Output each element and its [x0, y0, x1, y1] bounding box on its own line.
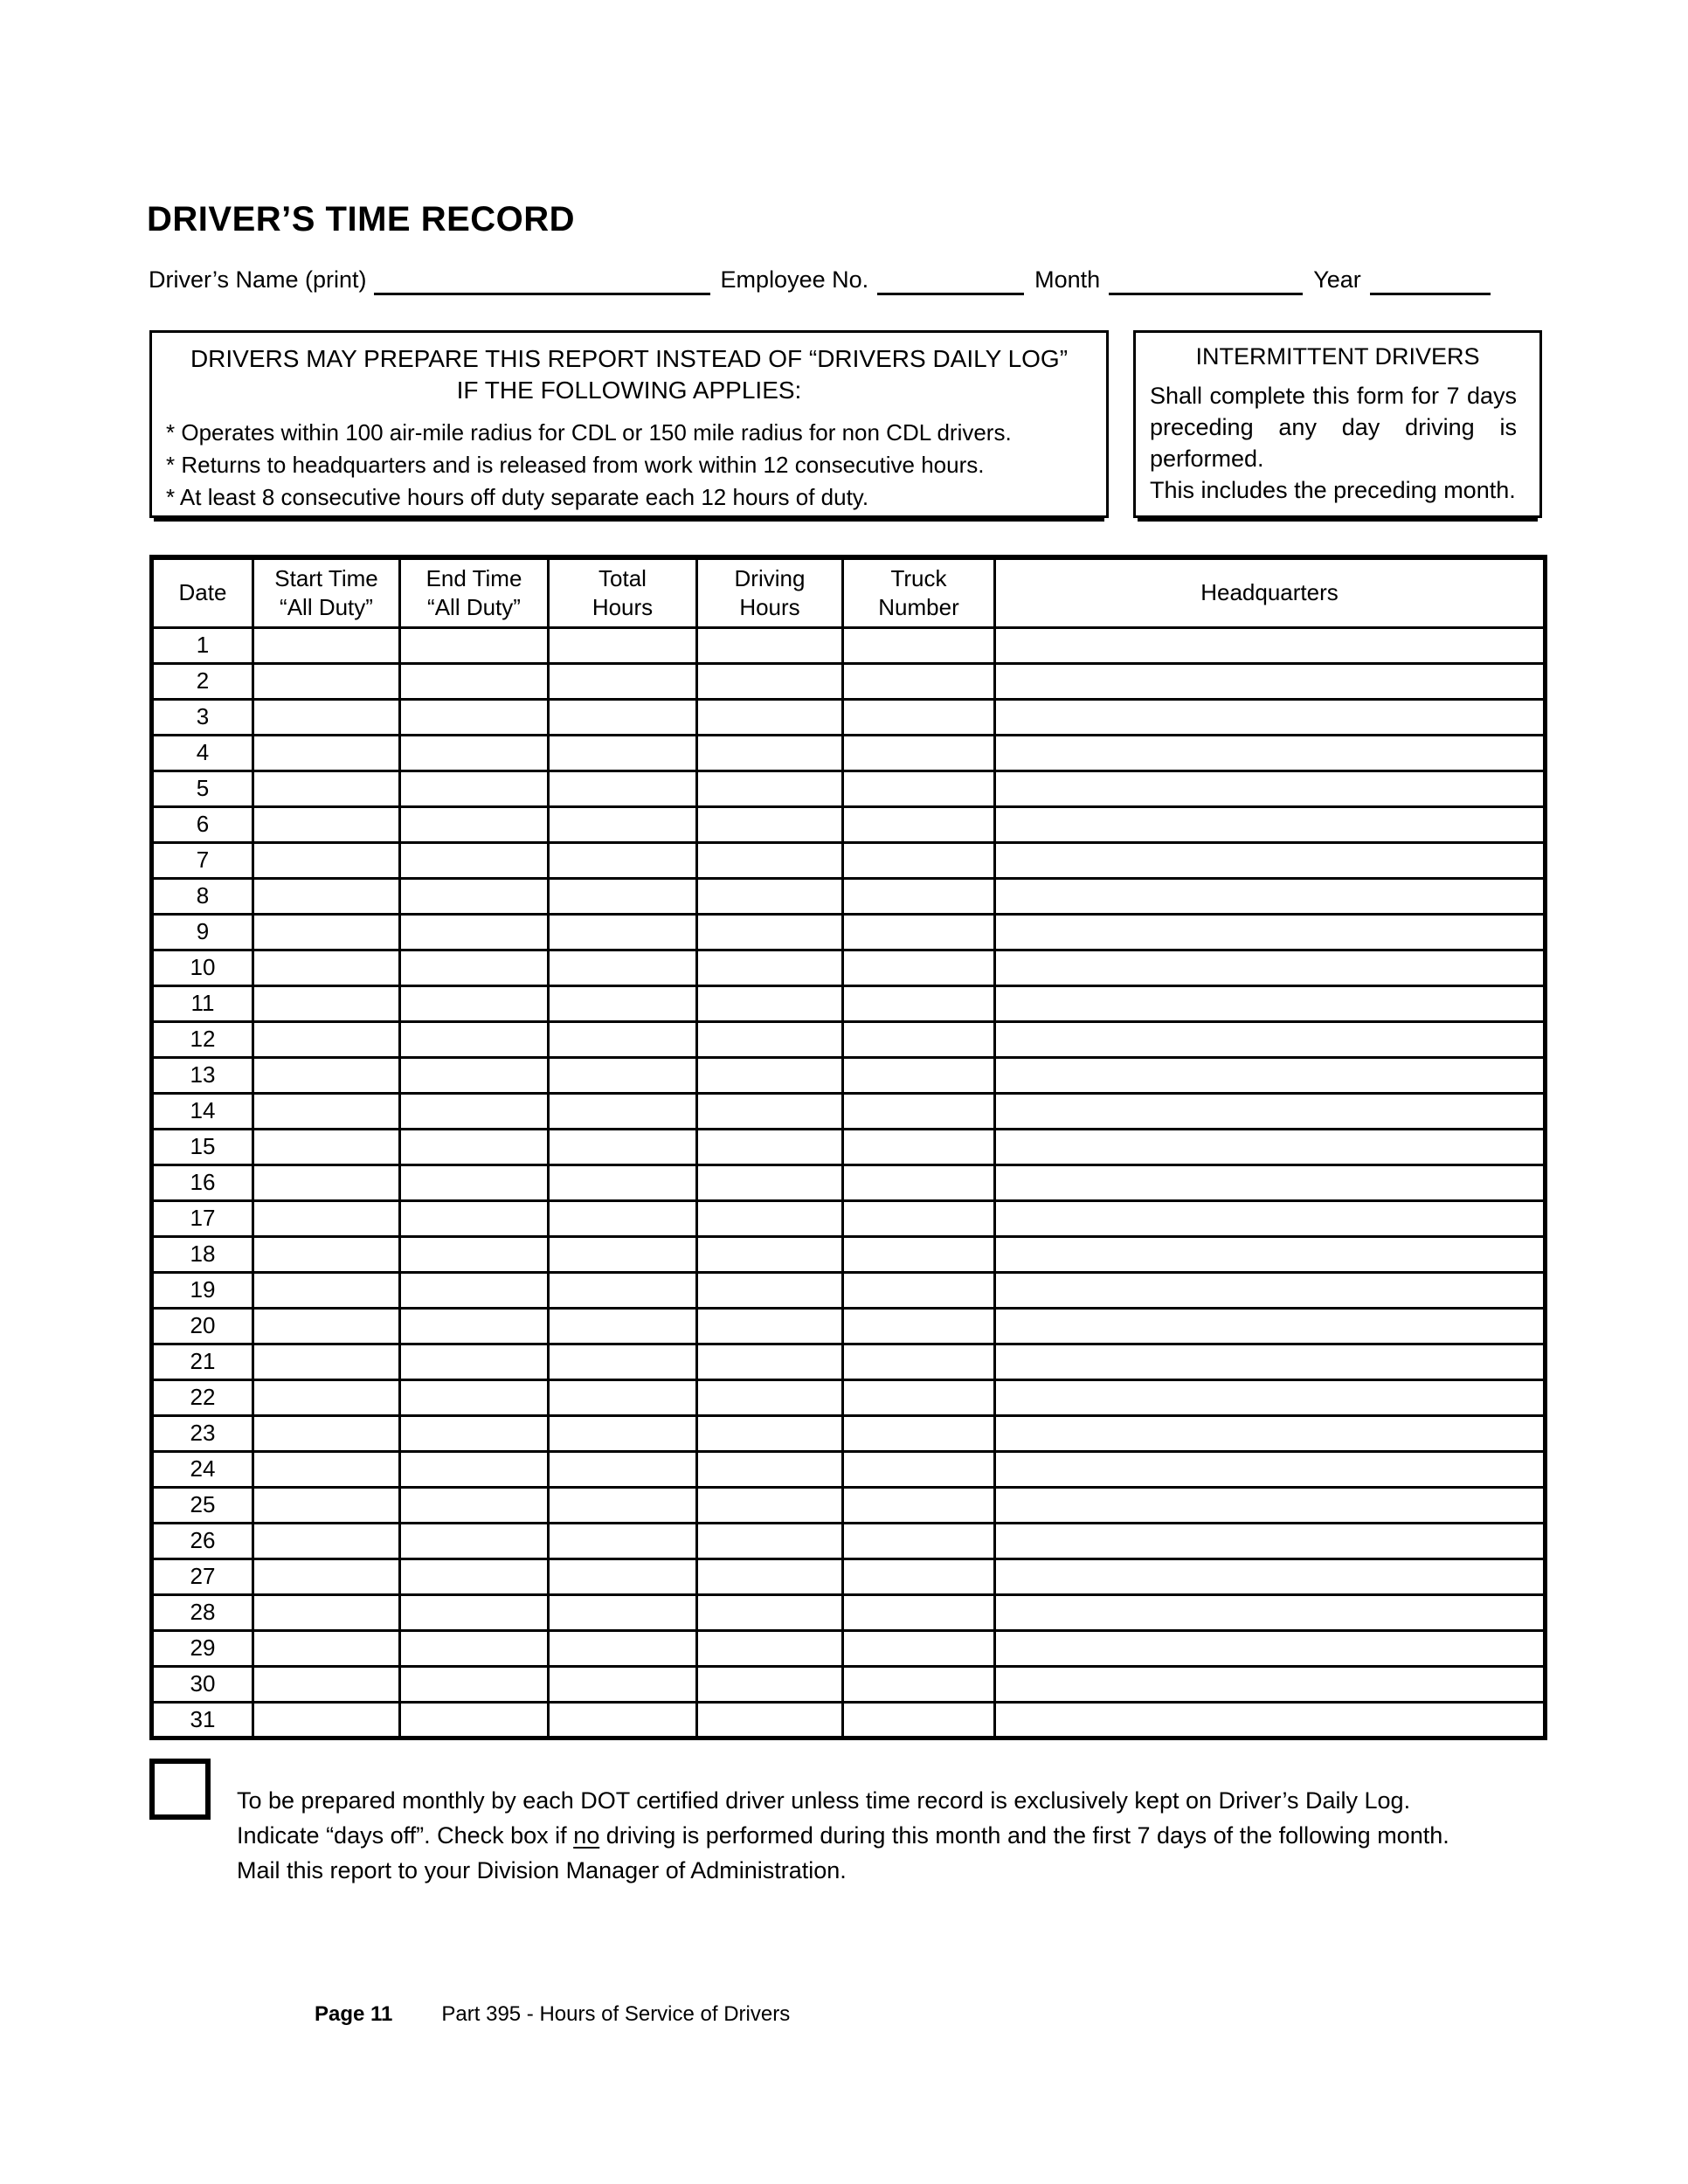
- table-row: [152, 735, 1546, 771]
- truck-number-cell[interactable]: [843, 1200, 995, 1236]
- start-time-cell[interactable]: [253, 1594, 400, 1630]
- end-time-cell[interactable]: [400, 735, 549, 771]
- table-row: [152, 1272, 1546, 1308]
- total-hours-cell[interactable]: [549, 663, 697, 699]
- intermittent-drivers-box: [1133, 330, 1542, 518]
- total-hours-cell[interactable]: [549, 1451, 697, 1487]
- start-time-cell[interactable]: [253, 1451, 400, 1487]
- truck-number-cell[interactable]: [843, 1344, 995, 1379]
- start-time-cell[interactable]: [253, 1702, 400, 1738]
- eligibility-bullet: * Returns to headquarters and is released from work within 12 consecutive hours.: [166, 452, 985, 478]
- total-hours-cell[interactable]: [549, 1093, 697, 1129]
- underlined-no: no: [573, 1822, 600, 1849]
- date-cell: 7: [152, 842, 253, 878]
- footnote-text: [237, 1783, 1508, 1888]
- truck-number-cell[interactable]: [843, 1594, 995, 1630]
- truck-number-cell[interactable]: [843, 1559, 995, 1594]
- driving-hours-cell[interactable]: [697, 627, 843, 663]
- start-time-cell[interactable]: [253, 1200, 400, 1236]
- month-field[interactable]: [1109, 265, 1303, 295]
- date-cell: 5: [152, 771, 253, 806]
- end-time-cell[interactable]: [400, 914, 549, 950]
- start-time-cell[interactable]: [253, 627, 400, 663]
- start-time-cell[interactable]: [253, 950, 400, 985]
- driving-hours-cell[interactable]: [697, 1344, 843, 1379]
- date-cell: 31: [152, 1702, 253, 1738]
- table-row: [152, 950, 1546, 985]
- truck-number-cell[interactable]: [843, 914, 995, 950]
- date-cell: 17: [152, 1200, 253, 1236]
- end-time-cell[interactable]: [400, 1487, 549, 1523]
- end-time-cell[interactable]: [400, 950, 549, 985]
- start-time-cell[interactable]: [253, 1093, 400, 1129]
- date-cell: 11: [152, 985, 253, 1021]
- driving-hours-cell[interactable]: [697, 985, 843, 1021]
- date-cell: 4: [152, 735, 253, 771]
- start-time-cell[interactable]: [253, 735, 400, 771]
- headquarters-cell[interactable]: [995, 950, 1546, 985]
- table-row: [152, 699, 1546, 735]
- column-header-total-hours: Total Hours: [549, 557, 697, 627]
- intermittent-note: This includes the preceding month.: [1150, 477, 1516, 503]
- headquarters-cell[interactable]: [995, 1200, 1546, 1236]
- truck-number-cell[interactable]: [843, 1165, 995, 1200]
- start-time-cell[interactable]: [253, 878, 400, 914]
- truck-number-cell[interactable]: [843, 1308, 995, 1344]
- date-cell: 2: [152, 663, 253, 699]
- total-hours-cell[interactable]: [549, 1308, 697, 1344]
- table-row: [152, 1487, 1546, 1523]
- date-cell: 26: [152, 1523, 253, 1559]
- driving-hours-cell[interactable]: [697, 1415, 843, 1451]
- date-cell: 29: [152, 1630, 253, 1666]
- end-time-cell[interactable]: [400, 806, 549, 842]
- driving-hours-cell[interactable]: [697, 771, 843, 806]
- driving-hours-cell[interactable]: [697, 735, 843, 771]
- driving-hours-cell[interactable]: [697, 1057, 843, 1093]
- table-row: [152, 1559, 1546, 1594]
- date-cell: 28: [152, 1594, 253, 1630]
- total-hours-cell[interactable]: [549, 627, 697, 663]
- headquarters-cell[interactable]: [995, 1021, 1546, 1057]
- column-header-headquarters: Headquarters: [995, 557, 1546, 627]
- page-footer: [315, 2002, 790, 2027]
- truck-number-cell[interactable]: [843, 1523, 995, 1559]
- date-cell: 19: [152, 1272, 253, 1308]
- truck-number-cell[interactable]: [843, 771, 995, 806]
- start-time-cell[interactable]: [253, 1487, 400, 1523]
- date-cell: 6: [152, 806, 253, 842]
- driving-hours-cell[interactable]: [697, 842, 843, 878]
- table-row: [152, 1415, 1546, 1451]
- headquarters-cell[interactable]: [995, 1702, 1546, 1738]
- document-reference: Part 395 - Hours of Service of Drivers: [441, 2002, 791, 2026]
- headquarters-cell[interactable]: [995, 1451, 1546, 1487]
- total-hours-cell[interactable]: [549, 1379, 697, 1415]
- page-number: Page 11: [315, 2002, 393, 2026]
- date-cell: 8: [152, 878, 253, 914]
- truck-number-cell[interactable]: [843, 1272, 995, 1308]
- table-row: [152, 663, 1546, 699]
- time-table-body: [152, 627, 1546, 1738]
- headquarters-cell[interactable]: [995, 627, 1546, 663]
- total-hours-cell[interactable]: [549, 1594, 697, 1630]
- driving-hours-cell[interactable]: [697, 1487, 843, 1523]
- end-time-cell[interactable]: [400, 1236, 549, 1272]
- truck-number-cell[interactable]: [843, 806, 995, 842]
- start-time-cell[interactable]: [253, 842, 400, 878]
- table-row: [152, 914, 1546, 950]
- total-hours-cell[interactable]: [549, 1630, 697, 1666]
- total-hours-cell[interactable]: [549, 1523, 697, 1559]
- truck-number-cell[interactable]: [843, 1236, 995, 1272]
- start-time-cell[interactable]: [253, 1523, 400, 1559]
- table-row: [152, 1129, 1546, 1165]
- end-time-cell[interactable]: [400, 1021, 549, 1057]
- driving-hours-cell[interactable]: [697, 663, 843, 699]
- start-time-cell[interactable]: [253, 663, 400, 699]
- driving-hours-cell[interactable]: [697, 1594, 843, 1630]
- headquarters-cell[interactable]: [995, 1344, 1546, 1379]
- total-hours-cell[interactable]: [549, 1021, 697, 1057]
- truck-number-cell[interactable]: [843, 1487, 995, 1523]
- end-time-cell[interactable]: [400, 1702, 549, 1738]
- truck-number-cell[interactable]: [843, 1379, 995, 1415]
- start-time-cell[interactable]: [253, 985, 400, 1021]
- headquarters-cell[interactable]: [995, 1559, 1546, 1594]
- start-time-cell[interactable]: [253, 1630, 400, 1666]
- driving-hours-cell[interactable]: [697, 1165, 843, 1200]
- date-cell: 16: [152, 1165, 253, 1200]
- driving-hours-cell[interactable]: [697, 1630, 843, 1666]
- total-hours-cell[interactable]: [549, 1487, 697, 1523]
- driving-hours-cell[interactable]: [697, 1129, 843, 1165]
- driving-hours-cell[interactable]: [697, 806, 843, 842]
- truck-number-cell[interactable]: [843, 1666, 995, 1702]
- end-time-cell[interactable]: [400, 1630, 549, 1666]
- headquarters-cell[interactable]: [995, 1236, 1546, 1272]
- total-hours-cell[interactable]: [549, 1559, 697, 1594]
- headquarters-cell[interactable]: [995, 1630, 1546, 1666]
- truck-number-cell[interactable]: [843, 985, 995, 1021]
- driving-hours-cell[interactable]: [697, 878, 843, 914]
- time-record-table: [149, 555, 1547, 1740]
- headquarters-cell[interactable]: [995, 914, 1546, 950]
- end-time-cell[interactable]: [400, 627, 549, 663]
- date-cell: 21: [152, 1344, 253, 1379]
- total-hours-cell[interactable]: [549, 1057, 697, 1093]
- end-time-cell[interactable]: [400, 1200, 549, 1236]
- end-time-cell[interactable]: [400, 1129, 549, 1165]
- start-time-cell[interactable]: [253, 1236, 400, 1272]
- end-time-cell[interactable]: [400, 1093, 549, 1129]
- page-title: DRIVER’S TIME RECORD: [147, 200, 576, 238]
- date-cell: 9: [152, 914, 253, 950]
- table-row: [152, 1594, 1546, 1630]
- headquarters-cell[interactable]: [995, 663, 1546, 699]
- year-label: Year: [1313, 266, 1361, 293]
- table-row: [152, 1308, 1546, 1344]
- driving-hours-cell[interactable]: [697, 1666, 843, 1702]
- employee-no-field[interactable]: [877, 265, 1024, 295]
- end-time-cell[interactable]: [400, 1523, 549, 1559]
- table-row: [152, 771, 1546, 806]
- eligibility-notice-box: [149, 330, 1109, 518]
- start-time-cell[interactable]: [253, 914, 400, 950]
- date-cell: 1: [152, 627, 253, 663]
- table-row: [152, 1666, 1546, 1702]
- driving-hours-cell[interactable]: [697, 1200, 843, 1236]
- headquarters-cell[interactable]: [995, 1057, 1546, 1093]
- driver-name-label: Driver’s Name (print): [149, 266, 367, 293]
- truck-number-cell[interactable]: [843, 1093, 995, 1129]
- total-hours-cell[interactable]: [549, 1415, 697, 1451]
- total-hours-cell[interactable]: [549, 1236, 697, 1272]
- headquarters-cell[interactable]: [995, 878, 1546, 914]
- total-hours-cell[interactable]: [549, 1344, 697, 1379]
- driving-hours-cell[interactable]: [697, 914, 843, 950]
- date-cell: 24: [152, 1451, 253, 1487]
- truck-number-cell[interactable]: [843, 1129, 995, 1165]
- truck-number-cell[interactable]: [843, 878, 995, 914]
- headquarters-cell[interactable]: [995, 985, 1546, 1021]
- truck-number-cell[interactable]: [843, 1057, 995, 1093]
- total-hours-cell[interactable]: [549, 878, 697, 914]
- date-cell: 23: [152, 1415, 253, 1451]
- headquarters-cell[interactable]: [995, 699, 1546, 735]
- start-time-cell[interactable]: [253, 1559, 400, 1594]
- table-row: [152, 1702, 1546, 1738]
- table-row: [152, 1344, 1546, 1379]
- table-row: [152, 1236, 1546, 1272]
- total-hours-cell[interactable]: [549, 771, 697, 806]
- no-driving-checkbox[interactable]: [149, 1759, 211, 1820]
- end-time-cell[interactable]: [400, 1165, 549, 1200]
- headquarters-cell[interactable]: [995, 1093, 1546, 1129]
- driving-hours-cell[interactable]: [697, 1308, 843, 1344]
- headquarters-cell[interactable]: [995, 1379, 1546, 1415]
- eligibility-bullet: * At least 8 consecutive hours off duty separate each 12 hours of duty.: [166, 484, 869, 510]
- footnote-line1: To be prepared monthly by each DOT certified driver unless time record is exclusively kept on Driver’s Daily Log.: [237, 1787, 1411, 1814]
- driving-hours-cell[interactable]: [697, 1021, 843, 1057]
- date-cell: 12: [152, 1021, 253, 1057]
- start-time-cell[interactable]: [253, 1666, 400, 1702]
- date-cell: 13: [152, 1057, 253, 1093]
- truck-number-cell[interactable]: [843, 1415, 995, 1451]
- start-time-cell[interactable]: [253, 1344, 400, 1379]
- column-header-end-time: End Time “All Duty”: [400, 557, 549, 627]
- table-row: [152, 1451, 1546, 1487]
- employee-no-label: Employee No.: [720, 266, 869, 293]
- truck-number-cell[interactable]: [843, 1702, 995, 1738]
- driving-hours-cell[interactable]: [697, 1236, 843, 1272]
- driving-hours-cell[interactable]: [697, 1702, 843, 1738]
- column-header-start-time: Start Time “All Duty”: [253, 557, 400, 627]
- headquarters-cell[interactable]: [995, 1594, 1546, 1630]
- driver-name-field[interactable]: [374, 265, 710, 295]
- start-time-cell[interactable]: [253, 1057, 400, 1093]
- truck-number-cell[interactable]: [843, 627, 995, 663]
- month-label: Month: [1034, 266, 1101, 293]
- end-time-cell[interactable]: [400, 1594, 549, 1630]
- total-hours-cell[interactable]: [549, 1272, 697, 1308]
- date-cell: 14: [152, 1093, 253, 1129]
- table-header-row: [152, 557, 1546, 627]
- driving-hours-cell[interactable]: [697, 1559, 843, 1594]
- total-hours-cell[interactable]: [549, 1200, 697, 1236]
- date-cell: 30: [152, 1666, 253, 1702]
- start-time-cell[interactable]: [253, 1379, 400, 1415]
- end-time-cell[interactable]: [400, 985, 549, 1021]
- eligibility-bullet: * Operates within 100 air-mile radius for CDL or 150 mile radius for non CDL drivers.: [166, 419, 1012, 446]
- end-time-cell[interactable]: [400, 699, 549, 735]
- start-time-cell[interactable]: [253, 1272, 400, 1308]
- driving-hours-cell[interactable]: [697, 699, 843, 735]
- total-hours-cell[interactable]: [549, 985, 697, 1021]
- table-row: [152, 1630, 1546, 1666]
- end-time-cell[interactable]: [400, 1308, 549, 1344]
- headquarters-cell[interactable]: [995, 842, 1546, 878]
- date-cell: 18: [152, 1236, 253, 1272]
- table-row: [152, 878, 1546, 914]
- table-row: [152, 1093, 1546, 1129]
- footnote-line3: Mail this report to your Division Manager of Administration.: [237, 1857, 847, 1883]
- column-header-truck-number: Truck Number: [843, 557, 995, 627]
- total-hours-cell[interactable]: [549, 806, 697, 842]
- headquarters-cell[interactable]: [995, 1165, 1546, 1200]
- intermittent-body: Shall complete this form for 7 days preceding any day driving is performed.: [1150, 383, 1517, 472]
- truck-number-cell[interactable]: [843, 699, 995, 735]
- total-hours-cell[interactable]: [549, 1165, 697, 1200]
- headquarters-cell[interactable]: [995, 735, 1546, 771]
- truck-number-cell[interactable]: [843, 735, 995, 771]
- column-header-driving-hours: Driving Hours: [697, 557, 843, 627]
- end-time-cell[interactable]: [400, 842, 549, 878]
- start-time-cell[interactable]: [253, 1129, 400, 1165]
- column-header-date: Date: [152, 557, 253, 627]
- headquarters-cell[interactable]: [995, 1415, 1546, 1451]
- date-cell: 10: [152, 950, 253, 985]
- start-time-cell[interactable]: [253, 1021, 400, 1057]
- headquarters-cell[interactable]: [995, 1308, 1546, 1344]
- headquarters-cell[interactable]: [995, 1666, 1546, 1702]
- total-hours-cell[interactable]: [549, 1666, 697, 1702]
- start-time-cell[interactable]: [253, 1308, 400, 1344]
- total-hours-cell[interactable]: [549, 1129, 697, 1165]
- start-time-cell[interactable]: [253, 1415, 400, 1451]
- end-time-cell[interactable]: [400, 1057, 549, 1093]
- end-time-cell[interactable]: [400, 1451, 549, 1487]
- date-cell: 15: [152, 1129, 253, 1165]
- truck-number-cell[interactable]: [843, 842, 995, 878]
- driving-hours-cell[interactable]: [697, 1093, 843, 1129]
- date-cell: 25: [152, 1487, 253, 1523]
- footnote-line2: Indicate “days off”. Check box if no driving is performed during this month and the first 7 days of the following month.: [237, 1822, 1449, 1849]
- end-time-cell[interactable]: [400, 771, 549, 806]
- headquarters-cell[interactable]: [995, 1272, 1546, 1308]
- table-row: [152, 842, 1546, 878]
- total-hours-cell[interactable]: [549, 1702, 697, 1738]
- headquarters-cell[interactable]: [995, 1523, 1546, 1559]
- total-hours-cell[interactable]: [549, 735, 697, 771]
- start-time-cell[interactable]: [253, 699, 400, 735]
- end-time-cell[interactable]: [400, 1415, 549, 1451]
- total-hours-cell[interactable]: [549, 950, 697, 985]
- headquarters-cell[interactable]: [995, 1129, 1546, 1165]
- intermittent-heading: INTERMITTENT DRIVERS: [1195, 343, 1480, 370]
- eligibility-heading-line2: IF THE FOLLOWING APPLIES:: [456, 377, 802, 404]
- headquarters-cell[interactable]: [995, 806, 1546, 842]
- eligibility-heading-line1: DRIVERS MAY PREPARE THIS REPORT INSTEAD OF “DRIVERS DAILY LOG”: [190, 345, 1069, 372]
- start-time-cell[interactable]: [253, 806, 400, 842]
- total-hours-cell[interactable]: [549, 842, 697, 878]
- driving-hours-cell[interactable]: [697, 1379, 843, 1415]
- end-time-cell[interactable]: [400, 1344, 549, 1379]
- total-hours-cell[interactable]: [549, 914, 697, 950]
- truck-number-cell[interactable]: [843, 1451, 995, 1487]
- driving-hours-cell[interactable]: [697, 1451, 843, 1487]
- year-field[interactable]: [1370, 265, 1491, 295]
- header-fields: [149, 264, 1491, 295]
- table-row: [152, 627, 1546, 663]
- end-time-cell[interactable]: [400, 878, 549, 914]
- date-cell: 27: [152, 1559, 253, 1594]
- driving-hours-cell[interactable]: [697, 950, 843, 985]
- end-time-cell[interactable]: [400, 1559, 549, 1594]
- table-row: [152, 1165, 1546, 1200]
- truck-number-cell[interactable]: [843, 950, 995, 985]
- start-time-cell[interactable]: [253, 1165, 400, 1200]
- driving-hours-cell[interactable]: [697, 1523, 843, 1559]
- total-hours-cell[interactable]: [549, 699, 697, 735]
- truck-number-cell[interactable]: [843, 1021, 995, 1057]
- table-row: [152, 1057, 1546, 1093]
- table-row: [152, 806, 1546, 842]
- table-row: [152, 1523, 1546, 1559]
- truck-number-cell[interactable]: [843, 663, 995, 699]
- table-row: [152, 985, 1546, 1021]
- table-row: [152, 1021, 1546, 1057]
- start-time-cell[interactable]: [253, 771, 400, 806]
- end-time-cell[interactable]: [400, 1379, 549, 1415]
- date-cell: 20: [152, 1308, 253, 1344]
- table-row: [152, 1200, 1546, 1236]
- table-row: [152, 1379, 1546, 1415]
- date-cell: 22: [152, 1379, 253, 1415]
- date-cell: 3: [152, 699, 253, 735]
- end-time-cell[interactable]: [400, 1272, 549, 1308]
- headquarters-cell[interactable]: [995, 771, 1546, 806]
- end-time-cell[interactable]: [400, 663, 549, 699]
- eligibility-bullets: [152, 417, 1106, 514]
- driving-hours-cell[interactable]: [697, 1272, 843, 1308]
- headquarters-cell[interactable]: [995, 1487, 1546, 1523]
- truck-number-cell[interactable]: [843, 1630, 995, 1666]
- end-time-cell[interactable]: [400, 1666, 549, 1702]
